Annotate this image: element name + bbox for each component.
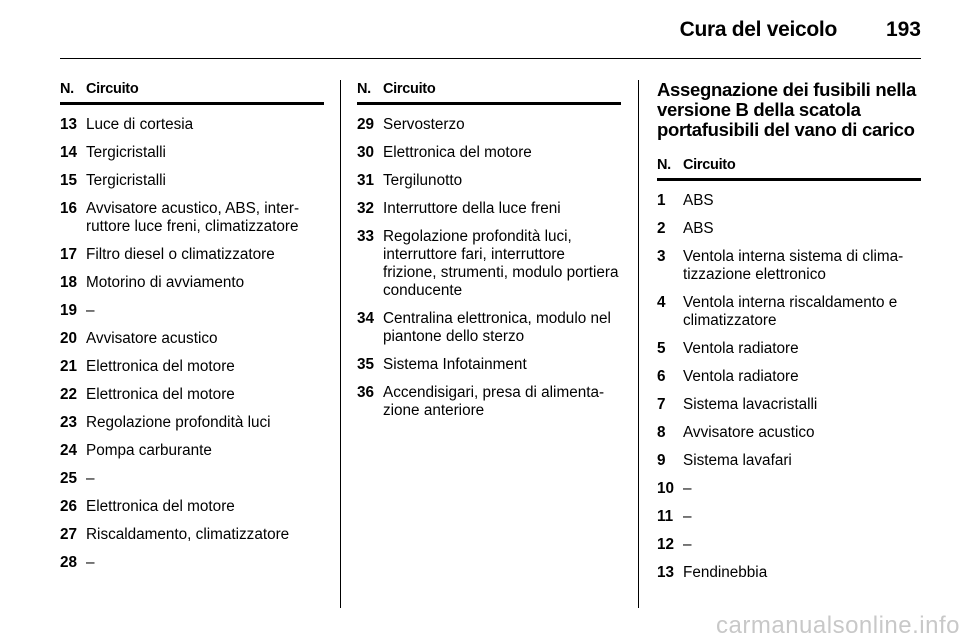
section-heading: Assegnazione dei fusibili nella versione B della scatola portafusibili del vano di carico — [657, 79, 917, 140]
fuse-number: 30 — [357, 144, 375, 161]
circuit-name: Interruttore della luce freni — [383, 200, 561, 217]
table-row — [60, 386, 324, 404]
table-row — [657, 536, 921, 554]
fuse-number: 2 — [657, 220, 666, 237]
fuse-number: 7 — [657, 396, 666, 413]
table-row — [60, 302, 324, 320]
header-number: N. — [60, 81, 74, 97]
fuse-number: 3 — [657, 248, 666, 265]
fuse-number: 24 — [60, 442, 78, 459]
fuse-number: 1 — [657, 192, 666, 209]
circuit-name: Sistema Infotainment — [383, 356, 527, 373]
table-row — [60, 116, 324, 134]
circuit-name: Tergicristalli — [86, 144, 166, 161]
circuit-name: Motorino di avviamento — [86, 274, 245, 291]
table-header — [357, 80, 621, 105]
circuit-name: Ventola interna riscaldamento e climatizzatore — [683, 294, 898, 329]
circuit-name: Avvisatore acustico — [683, 424, 815, 441]
fuse-number: 15 — [60, 172, 78, 189]
circuit-name: Filtro diesel o climatizzatore — [86, 246, 275, 263]
circuit-name: Servosterzo — [383, 116, 465, 133]
circuit-name: Avvisatore acustico, ABS, inter-ruttore luce freni, climatizzatore — [86, 200, 300, 235]
header-circuit: Circuito — [683, 157, 736, 173]
fuse-number: 19 — [60, 302, 78, 319]
fuse-number: 34 — [357, 310, 375, 327]
table-row — [60, 442, 324, 460]
table-row — [657, 368, 921, 386]
fuse-table-column-2 — [357, 80, 621, 430]
circuit-name: ABS — [683, 192, 714, 209]
circuit-name: Centralina elettronica, modulo nel piantone dello sterzo — [383, 310, 611, 345]
fuse-number: 36 — [357, 384, 375, 401]
table-row — [357, 172, 621, 190]
table-row — [357, 356, 621, 374]
fuse-number: 33 — [357, 228, 375, 245]
fuse-number: 6 — [657, 368, 666, 385]
circuit-name: Elettronica del motore — [86, 498, 235, 515]
circuit-name: Avvisatore acustico — [86, 330, 218, 347]
circuit-name: ABS — [683, 220, 714, 237]
table-row — [60, 144, 324, 162]
table-row — [657, 508, 921, 526]
table-body — [357, 116, 621, 420]
table-row — [60, 470, 324, 488]
fuse-number: 23 — [60, 414, 78, 431]
table-row — [657, 396, 921, 414]
circuit-name: Regolazione profondità luci, interruttore fari, interruttore frizione, strumenti, modulo portiera conducente — [383, 228, 619, 299]
fuse-number: 22 — [60, 386, 78, 403]
circuit-name: Elettronica del motore — [86, 386, 235, 403]
circuit-name: – — [683, 480, 692, 497]
fuse-number: 26 — [60, 498, 78, 515]
circuit-name: Elettronica del motore — [86, 358, 235, 375]
circuit-name: – — [683, 536, 692, 553]
fuse-number: 28 — [60, 554, 78, 571]
circuit-name: Ventola radiatore — [683, 340, 799, 357]
fuse-number: 21 — [60, 358, 78, 375]
fuse-number: 25 — [60, 470, 78, 487]
fuse-number: 11 — [657, 508, 674, 525]
fuse-number: 8 — [657, 424, 666, 441]
table-row — [357, 310, 621, 346]
table-row — [60, 526, 324, 544]
fuse-number: 16 — [60, 200, 78, 217]
circuit-name: – — [86, 302, 95, 319]
circuit-name: – — [86, 470, 95, 487]
fuse-number: 17 — [60, 246, 78, 263]
table-row — [60, 554, 324, 572]
table-row — [657, 424, 921, 442]
column-divider — [638, 80, 639, 608]
page-header — [60, 0, 921, 59]
circuit-name: – — [683, 508, 692, 525]
table-row — [60, 330, 324, 348]
header-circuit: Circuito — [383, 81, 436, 97]
circuit-name: Fendinebbia — [683, 564, 768, 581]
fuse-number: 29 — [357, 116, 375, 133]
fuse-number: 13 — [657, 564, 675, 581]
table-header — [60, 80, 324, 105]
page-number: 193 — [885, 18, 921, 41]
circuit-name: – — [86, 554, 95, 571]
table-row — [657, 340, 921, 358]
header-number: N. — [357, 81, 371, 97]
table-row — [657, 220, 921, 238]
circuit-name: Accendisigari, presa di alimenta-zione anteriore — [383, 384, 605, 419]
circuit-name: Ventola interna sistema di clima-tizzazione elettronico — [683, 248, 904, 283]
fuse-number: 9 — [657, 452, 666, 469]
circuit-name: Elettronica del motore — [383, 144, 532, 161]
table-row — [60, 414, 324, 432]
fuse-table-column-3 — [657, 80, 921, 592]
circuit-name: Tergicristalli — [86, 172, 166, 189]
fuse-number: 35 — [357, 356, 375, 373]
fuse-number: 10 — [657, 480, 675, 497]
circuit-name: Ventola radiatore — [683, 368, 799, 385]
circuit-name: Riscaldamento, climatizzatore — [86, 526, 290, 543]
fuse-table-column-1 — [60, 80, 324, 582]
fuse-number: 31 — [357, 172, 375, 189]
header-number: N. — [657, 157, 671, 173]
table-row — [357, 200, 621, 218]
table-row — [657, 248, 921, 284]
circuit-name: Pompa carburante — [86, 442, 212, 459]
fuse-number: 32 — [357, 200, 375, 217]
table-row — [60, 246, 324, 264]
circuit-name: Regolazione profondità luci — [86, 414, 271, 431]
page-title: Cura del veicolo — [679, 18, 837, 41]
watermark: carmanualsonline.info — [716, 612, 960, 639]
table-body — [60, 116, 324, 572]
header-circuit: Circuito — [86, 81, 139, 97]
circuit-name: Sistema lavacristalli — [683, 396, 818, 413]
circuit-name: Sistema lavafari — [683, 452, 792, 469]
fuse-number: 12 — [657, 536, 675, 553]
fuse-number: 27 — [60, 526, 78, 543]
table-row — [60, 358, 324, 376]
fuse-number: 4 — [657, 294, 666, 311]
table-row — [657, 192, 921, 210]
circuit-name: Luce di cortesia — [86, 116, 194, 133]
table-row — [357, 144, 621, 162]
fuse-number: 20 — [60, 330, 78, 347]
table-row — [657, 452, 921, 470]
fuse-number: 5 — [657, 340, 666, 357]
fuse-number: 18 — [60, 274, 78, 291]
table-row — [657, 564, 921, 582]
table-row — [60, 172, 324, 190]
table-row — [60, 200, 324, 236]
table-row — [60, 274, 324, 292]
table-header — [657, 156, 921, 181]
table-row — [657, 480, 921, 498]
fuse-number: 14 — [60, 144, 78, 161]
table-row — [357, 384, 621, 420]
table-body — [657, 192, 921, 582]
table-row — [357, 228, 621, 300]
table-row — [657, 294, 921, 330]
column-divider — [340, 80, 341, 608]
table-row — [60, 498, 324, 516]
table-row — [357, 116, 621, 134]
circuit-name: Tergilunotto — [383, 172, 463, 189]
fuse-number: 13 — [60, 116, 78, 133]
